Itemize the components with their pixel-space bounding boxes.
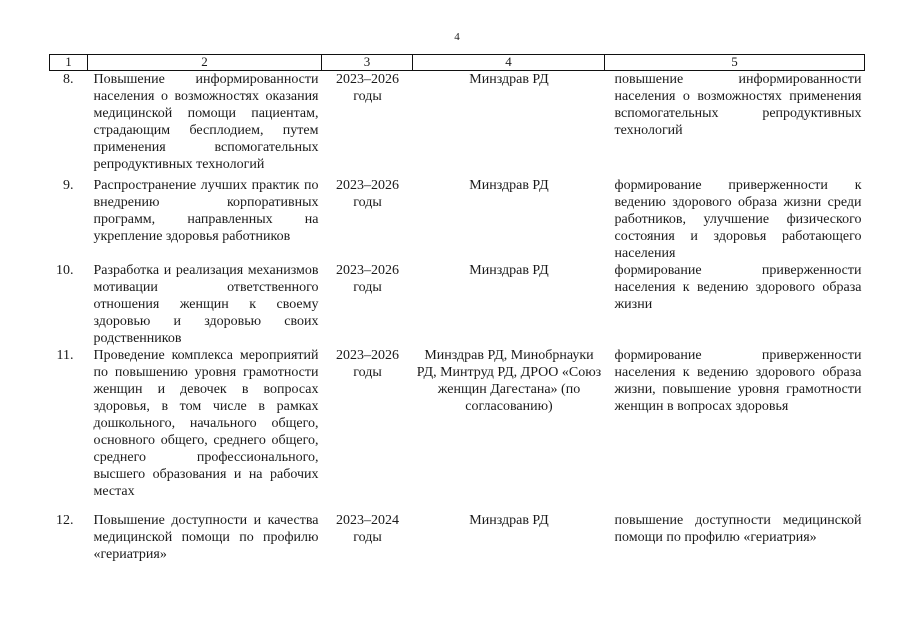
measure-description: Разработка и реализация механизмов мотивации ответственного отношения женщин к своему здоровью и здоровью своих родственников bbox=[93, 263, 319, 346]
implementation-period: 2023–2026 годы bbox=[336, 263, 399, 295]
implementation-period: 2023–2026 годы bbox=[336, 178, 399, 210]
implementation-period: 2023–2026 годы bbox=[336, 348, 399, 380]
responsible-executor: Минздрав РД, Минобрнауки РД, Минтруд РД, ДРОО «Союз женщин Дагестана» (по согласованию) bbox=[416, 348, 602, 414]
table-row bbox=[50, 173, 865, 262]
responsible-executor: Минздрав РД bbox=[469, 72, 549, 87]
measure-description: Повышение информированности населения о возможностях оказания медицинской помощи пациентам, страдающим бесплодием, путем применения вспомогательных репродуктивных технологий bbox=[93, 72, 319, 172]
implementation-period: 2023–2024 годы bbox=[336, 513, 399, 545]
expected-result: повышение доступности медицинской помощи по профилю «гериатрия» bbox=[614, 513, 862, 545]
implementation-period: 2023–2026 годы bbox=[336, 72, 399, 104]
measure-description: Повышение доступности и качества медицинской помощи по профилю «гериатрия» bbox=[93, 513, 319, 562]
responsible-executor: Минздрав РД bbox=[469, 263, 549, 278]
measure-description: Проведение комплекса мероприятий по повышению уровня грамотности женщин и девочек в вопросах здоровья, в том числе в рамках дошкольного, начального общего, основного общего, среднего общего, среднего профессионального, высшего образования и на рабочих местах bbox=[93, 348, 319, 499]
measure-description: Распространение лучших практик по внедрению корпоративных программ, направленных на укрепление здоровья работников bbox=[93, 178, 319, 244]
row-number: 11. bbox=[56, 348, 74, 363]
table-row bbox=[50, 500, 865, 563]
column-number-3: 3 bbox=[322, 55, 413, 71]
row-number: 8. bbox=[63, 72, 74, 87]
expected-result: повышение информированности населения о возможностях применения вспомогательных репродуктивных технологий bbox=[614, 72, 862, 138]
page-number: 4 bbox=[454, 31, 460, 43]
row-number: 10. bbox=[56, 263, 74, 278]
responsible-executor: Минздрав РД bbox=[469, 178, 549, 193]
expected-result: формирование приверженности населения к ведению здорового образа жизни bbox=[614, 263, 862, 312]
column-number-5: 5 bbox=[605, 55, 865, 71]
expected-result: формирование приверженности к ведению здорового образа жизни среди работников, улучшение физического состояния и здоровья работающего населения bbox=[614, 178, 862, 261]
column-number-2: 2 bbox=[88, 55, 322, 71]
column-number-4: 4 bbox=[413, 55, 605, 71]
row-number: 12. bbox=[56, 513, 74, 528]
measures-table bbox=[49, 54, 865, 563]
table-row bbox=[50, 71, 865, 174]
table-row bbox=[50, 347, 865, 500]
column-number-row bbox=[50, 55, 865, 71]
row-number: 9. bbox=[63, 178, 74, 193]
table-row bbox=[50, 262, 865, 347]
responsible-executor: Минздрав РД bbox=[469, 513, 549, 528]
expected-result: формирование приверженности населения к ведению здорового образа жизни, повышение уровня грамотности женщин в вопросах здоровья bbox=[614, 348, 862, 414]
column-number-1: 1 bbox=[50, 55, 88, 71]
